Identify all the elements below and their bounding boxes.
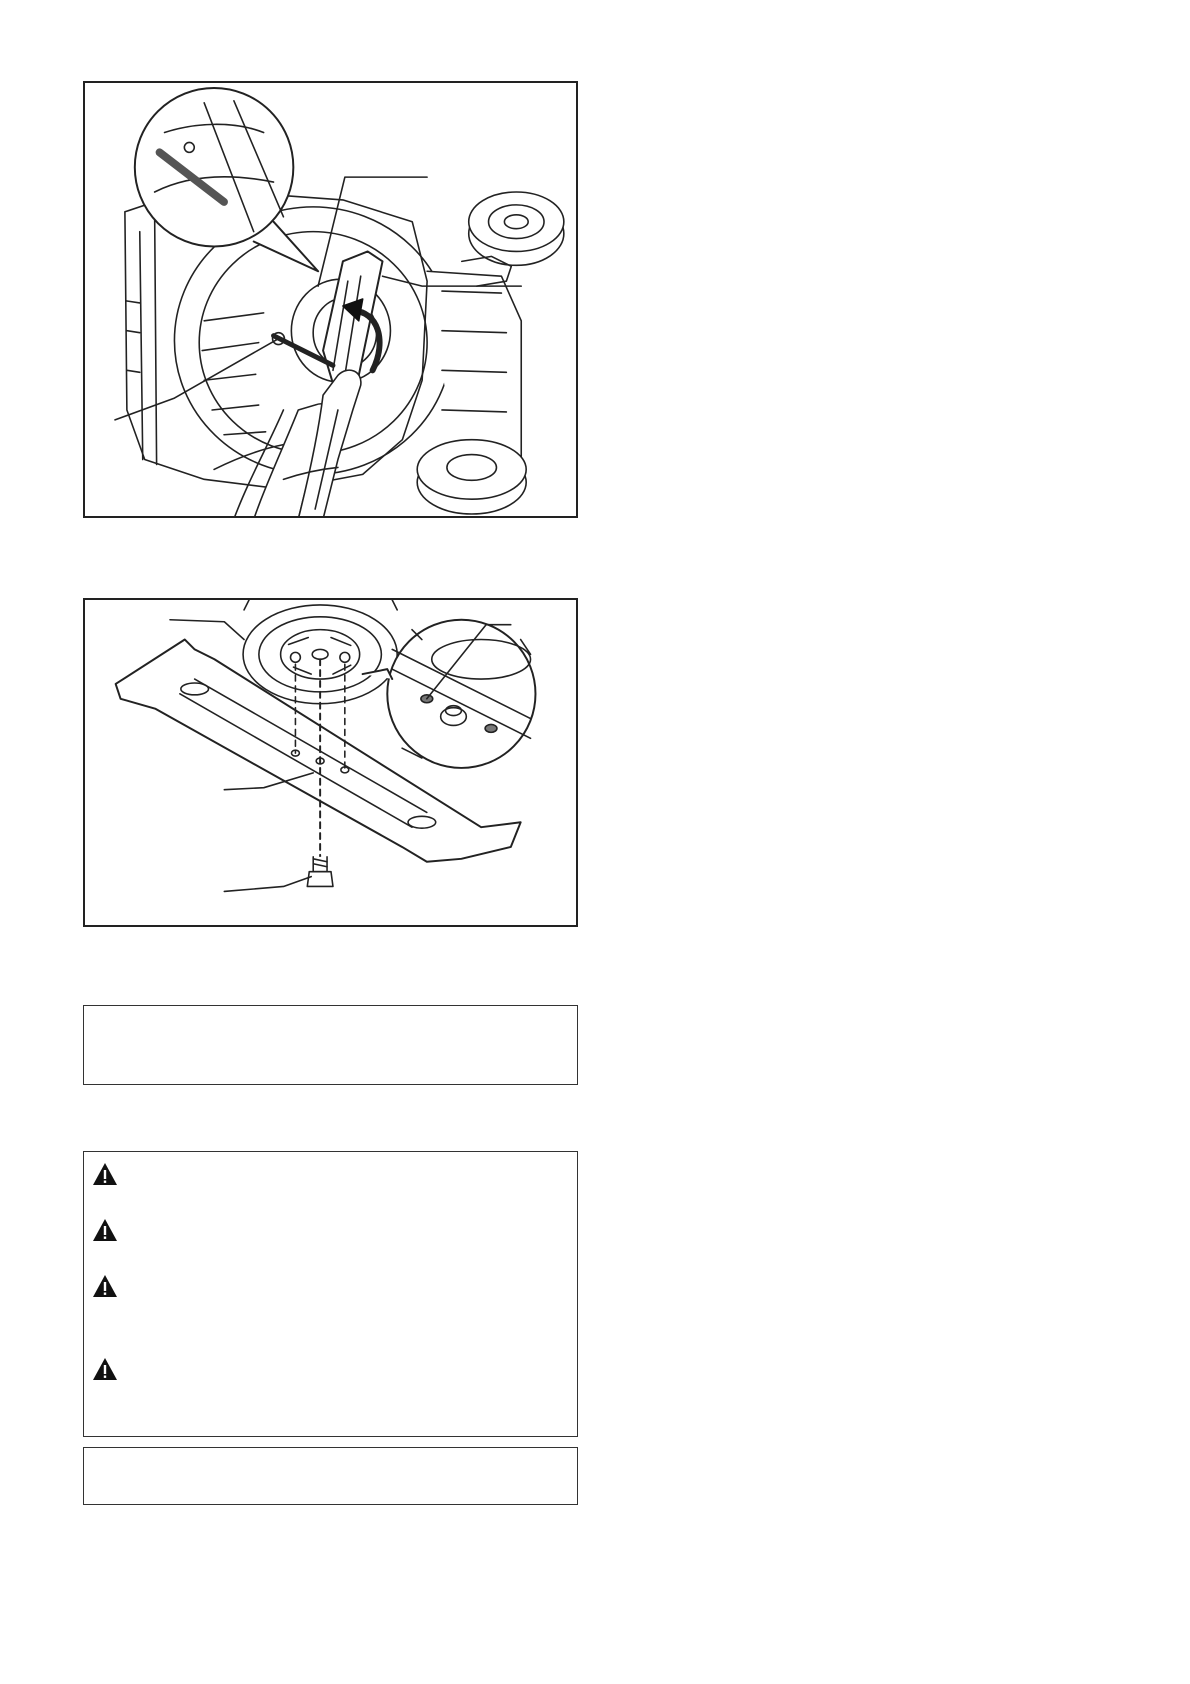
- warning-box: [83, 1151, 578, 1437]
- note-box-1: [83, 1005, 578, 1085]
- warning-item-3: [92, 1274, 122, 1300]
- note-box-2: [83, 1447, 578, 1505]
- warning-item-1: [92, 1162, 122, 1188]
- blade-removal-illustration: [85, 83, 576, 516]
- warning-item-4: [92, 1357, 122, 1383]
- warning-triangle-icon: [92, 1218, 118, 1242]
- warning-triangle-icon: [92, 1357, 118, 1381]
- figure-blade-removal: [83, 81, 578, 518]
- warning-triangle-icon: [92, 1162, 118, 1186]
- blade-assembly-illustration: [85, 600, 576, 925]
- warning-triangle-icon: [92, 1274, 118, 1298]
- figure-blade-assembly: [83, 598, 578, 927]
- warning-item-2: [92, 1218, 122, 1244]
